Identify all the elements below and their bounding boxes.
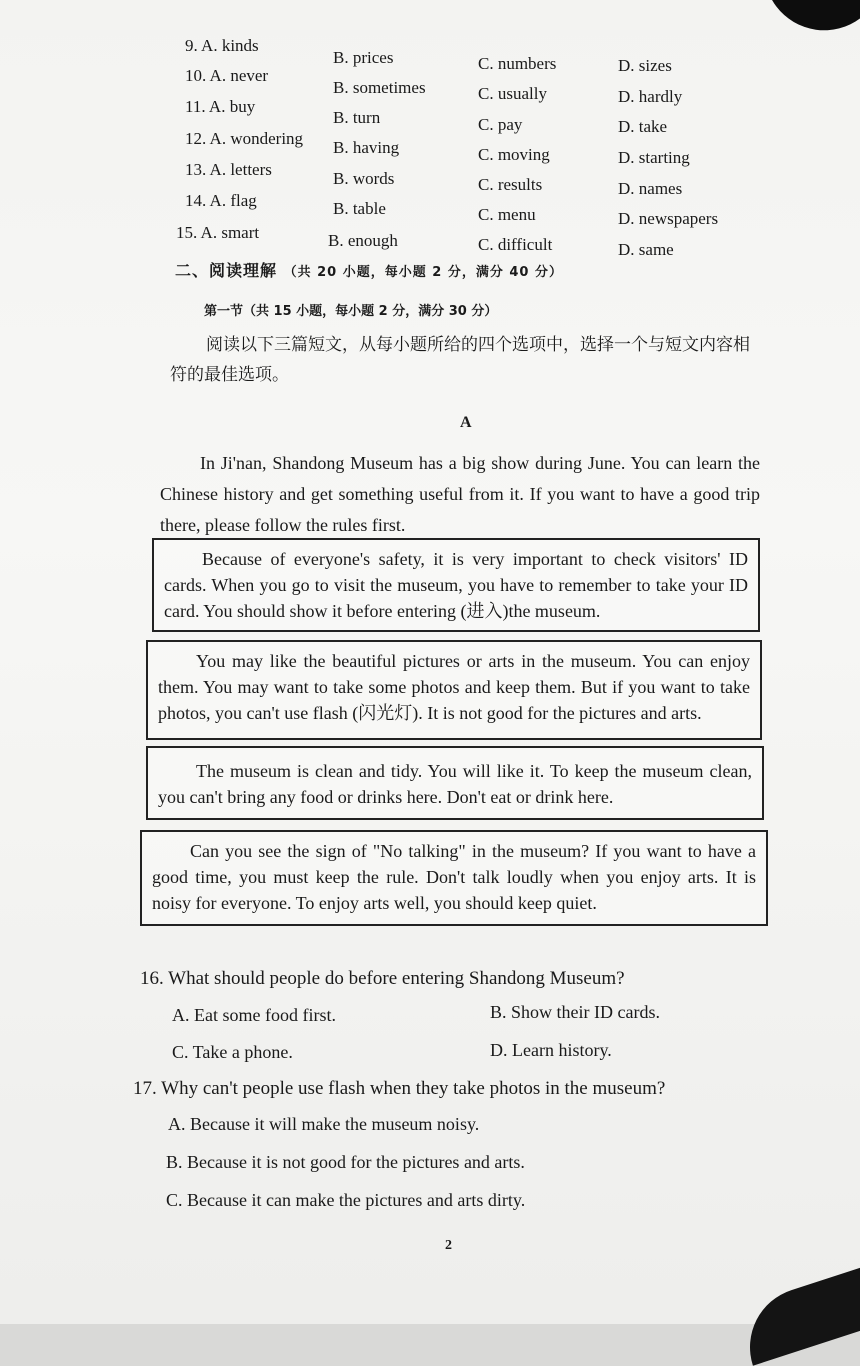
rule-box-flash: You may like the beautiful pictures or arts in the museum. You can enjoy them. You may want to take some photos and keep them. But if you want to take photos, you can't use flash (闪光灯). It is not good for the pictures and arts.	[146, 640, 762, 740]
section-title: 二、阅读理解	[175, 261, 278, 280]
option-12d: D. starting	[618, 148, 690, 167]
question-16-option-b: B. Show their ID cards.	[490, 1002, 660, 1022]
option-12c: C. moving	[478, 145, 550, 164]
question-17-option-c: C. Because it can make the pictures and arts dirty.	[166, 1190, 526, 1210]
option-14b: B. table	[333, 199, 386, 218]
rule-box-id-card: Because of everyone's safety, it is very important to check visitors' ID cards. When you go to visit the museum, you have to remember to take your ID card. You should show it before entering (进入)the museum.	[152, 538, 760, 632]
option-13d: D. names	[618, 179, 683, 198]
option-15d: D. same	[618, 240, 674, 259]
question-16-option-d: D. Learn history.	[490, 1040, 612, 1060]
option-14c: C. menu	[478, 205, 536, 224]
option-10c: C. usually	[478, 84, 547, 103]
option-15b: B. enough	[328, 231, 398, 250]
option-12a: 12. A. wondering	[185, 129, 304, 148]
option-10a: 10. A. never	[185, 66, 269, 85]
question-17-stem: 17. Why can't people use flash when they take photos in the museum?	[133, 1078, 666, 1099]
option-11d: D. take	[618, 117, 668, 136]
option-14d: D. newspapers	[618, 209, 719, 228]
option-9b: B. prices	[333, 48, 394, 67]
option-11b: B. turn	[333, 108, 381, 127]
option-15a: 15. A. smart	[176, 223, 260, 242]
question-17-option-b: B. Because it is not good for the pictures and arts.	[166, 1152, 525, 1172]
option-10d: D. hardly	[618, 87, 683, 106]
scan-shadow-top	[756, 0, 860, 38]
option-11c: C. pay	[478, 115, 523, 134]
page-number: 2	[445, 1238, 452, 1253]
question-17-option-a: A. Because it will make the museum noisy.	[168, 1114, 480, 1134]
rule-box-no-talking: Can you see the sign of "No talking" in the museum? If you want to have a good time, you must keep the rule. Don't talk loudly when you enjoy arts. It is noisy for everyone. To enjoy arts well, you should keep quiet.	[140, 830, 768, 926]
scan-shadow-bottom	[734, 1262, 860, 1365]
option-9d: D. sizes	[618, 56, 672, 75]
passage-label: A	[460, 414, 472, 431]
question-16-option-c: C. Take a phone.	[172, 1042, 293, 1062]
reading-instruction: 阅读以下三篇短文，从每小题所给的四个选项中，选择一个与短文内容相符的最佳选项。	[170, 335, 750, 385]
option-13b: B. words	[333, 169, 395, 188]
question-16-option-a: A. Eat some food first.	[172, 1005, 336, 1025]
option-15c: C. difficult	[478, 235, 553, 254]
option-9a: 9. A. kinds	[185, 36, 259, 55]
option-13c: C. results	[478, 175, 543, 194]
option-13a: 13. A. letters	[185, 160, 272, 179]
passage-intro: In Ji'nan, Shandong Museum has a big show during June. You can learn the Chinese history and get something useful from it. If you want to have a good trip there, please follow the rules first.	[160, 453, 760, 535]
subsection-heading: 第一节（共 15 小题，每小题 2 分，满分 30 分）	[204, 304, 498, 319]
option-9c: C. numbers	[478, 54, 557, 73]
option-14a: 14. A. flag	[185, 191, 257, 210]
rule-box-food: The museum is clean and tidy. You will like it. To keep the museum clean, you can't bring any food or drinks here. Don't eat or drink here.	[146, 746, 764, 820]
option-12b: B. having	[333, 138, 400, 157]
section-heading	[175, 258, 563, 281]
section-note: （共 20 小题，每小题 2 分，满分 40 分）	[283, 265, 563, 280]
question-16-stem: 16. What should people do before entering Shandong Museum?	[140, 968, 625, 989]
option-11a: 11. A. buy	[185, 97, 256, 116]
option-10b: B. sometimes	[333, 78, 426, 97]
